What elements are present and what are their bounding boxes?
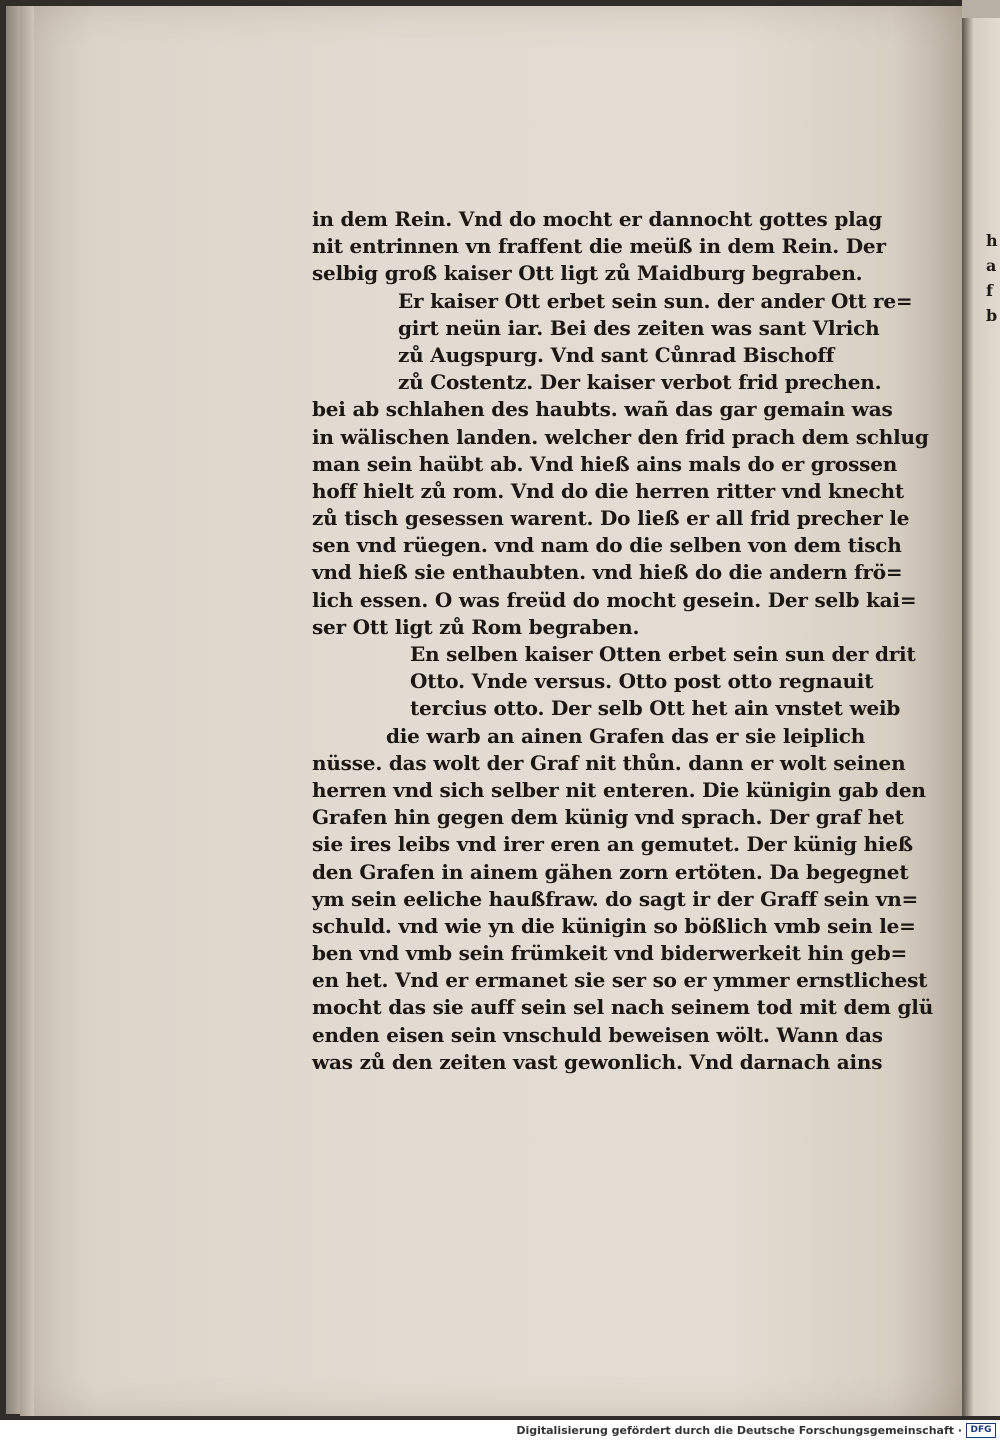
text-line: enden eisen sein vnschuld beweisen wölt. Wann das (312, 1022, 883, 1047)
text-line: nüsse. das wolt der Graf nit thůn. dann er wolt seinen (312, 750, 906, 775)
facing-letter: a (986, 256, 997, 275)
text-line: in dem Rein. Vnd do mocht er dannocht gottes plag (312, 207, 883, 231)
text-line: schuld. vnd wie yn die künigin so bößlich vmb sein le= (312, 913, 916, 938)
text-line: zů Costentz. Der kaiser verbot frid prechen. (398, 370, 882, 395)
facing-letter: b (986, 306, 998, 325)
text-line: man sein haübt ab. Vnd hieß ains mals do er grossen (312, 451, 898, 476)
text-line: ben vnd vmb sein frümkeit vnd biderwerkeit hin geb= (312, 941, 908, 966)
text-line: herren vnd sich selber nit enteren. Die künigin gab den (312, 777, 926, 802)
text-line: ser Ott ligt zů Rom begraben. (312, 614, 640, 639)
facing-letter: h (986, 231, 998, 250)
text-line: Er kaiser Ott erbet sein sun. der ander Ott re= (398, 288, 913, 313)
page-gutter (20, 6, 34, 1416)
text-line: lich essen. O was freüd do mocht gesein. Der selb kai= (312, 587, 917, 612)
text-line: den Grafen in ainem gähen zorn ertöten. Da begegnet (312, 859, 909, 884)
text-line: zů Augspurg. Vnd sant Cůnrad Bischoff (398, 342, 835, 367)
facing-page-top-edge (962, 0, 1000, 18)
text-line: sen vnd rüegen. vnd nam do die selben von dem tisch (312, 533, 902, 558)
text-line: girt neün iar. Bei des zeiten was sant Vlrich (398, 315, 880, 340)
text-line: sie ires leibs vnd irer eren an gemutet. Der künig hieß (312, 832, 913, 857)
text-line: bei ab schlahen des haubts. wañ das gar gemain was (312, 397, 893, 422)
footer-credit: Digitalisierung gefördert durch die Deutsche Forschungsgemeinschaft · (516, 1424, 962, 1437)
main-text-block (312, 206, 934, 1076)
text-line: Otto. Vnde versus. Otto post otto regnauit (410, 669, 874, 694)
text-line: tercius otto. Der selb Ott het ain vnstet weib (410, 696, 901, 721)
facing-letter: f (986, 281, 993, 300)
text-line: selbig groß kaiser Ott ligt zů Maidburg begraben. (312, 261, 863, 286)
text-line: was zů den zeiten vast gewonlich. Vnd darnach ains (312, 1049, 883, 1074)
text-line: en het. Vnd er ermanet sie ser so er ymmer ernstlichest (312, 968, 928, 993)
facing-page-text (986, 228, 1000, 328)
text-line: ym sein eeliche haußfraw. do sagt ir der Graff sein vn= (312, 886, 919, 911)
text-line: nit entrinnen vn fraffent die meüß in dem Rein. Der (312, 234, 886, 259)
dfg-logo[interactable]: DFG (966, 1423, 996, 1438)
text-line: die warb an ainen Grafen das er sie leiplich (386, 723, 866, 748)
text-line: in wälischen landen. welcher den frid prach dem schlug (312, 424, 929, 449)
text-line: En selben kaiser Otten erbet sein sun der drit (410, 642, 916, 666)
text-line: mocht das sie auff sein sel nach seinem tod mit dem glü (312, 995, 934, 1020)
text-line: vnd hieß sie enthaubten. vnd hieß do die andern frö= (312, 560, 903, 585)
text-line: zů tisch gesessen warent. Do ließ er all frid precher le (312, 506, 910, 531)
text-line: hoff hielt zů rom. Vnd do die herren ritter vnd knecht (312, 478, 904, 503)
text-line: Grafen hin gegen dem künig vnd sprach. Der graf het (312, 805, 904, 830)
